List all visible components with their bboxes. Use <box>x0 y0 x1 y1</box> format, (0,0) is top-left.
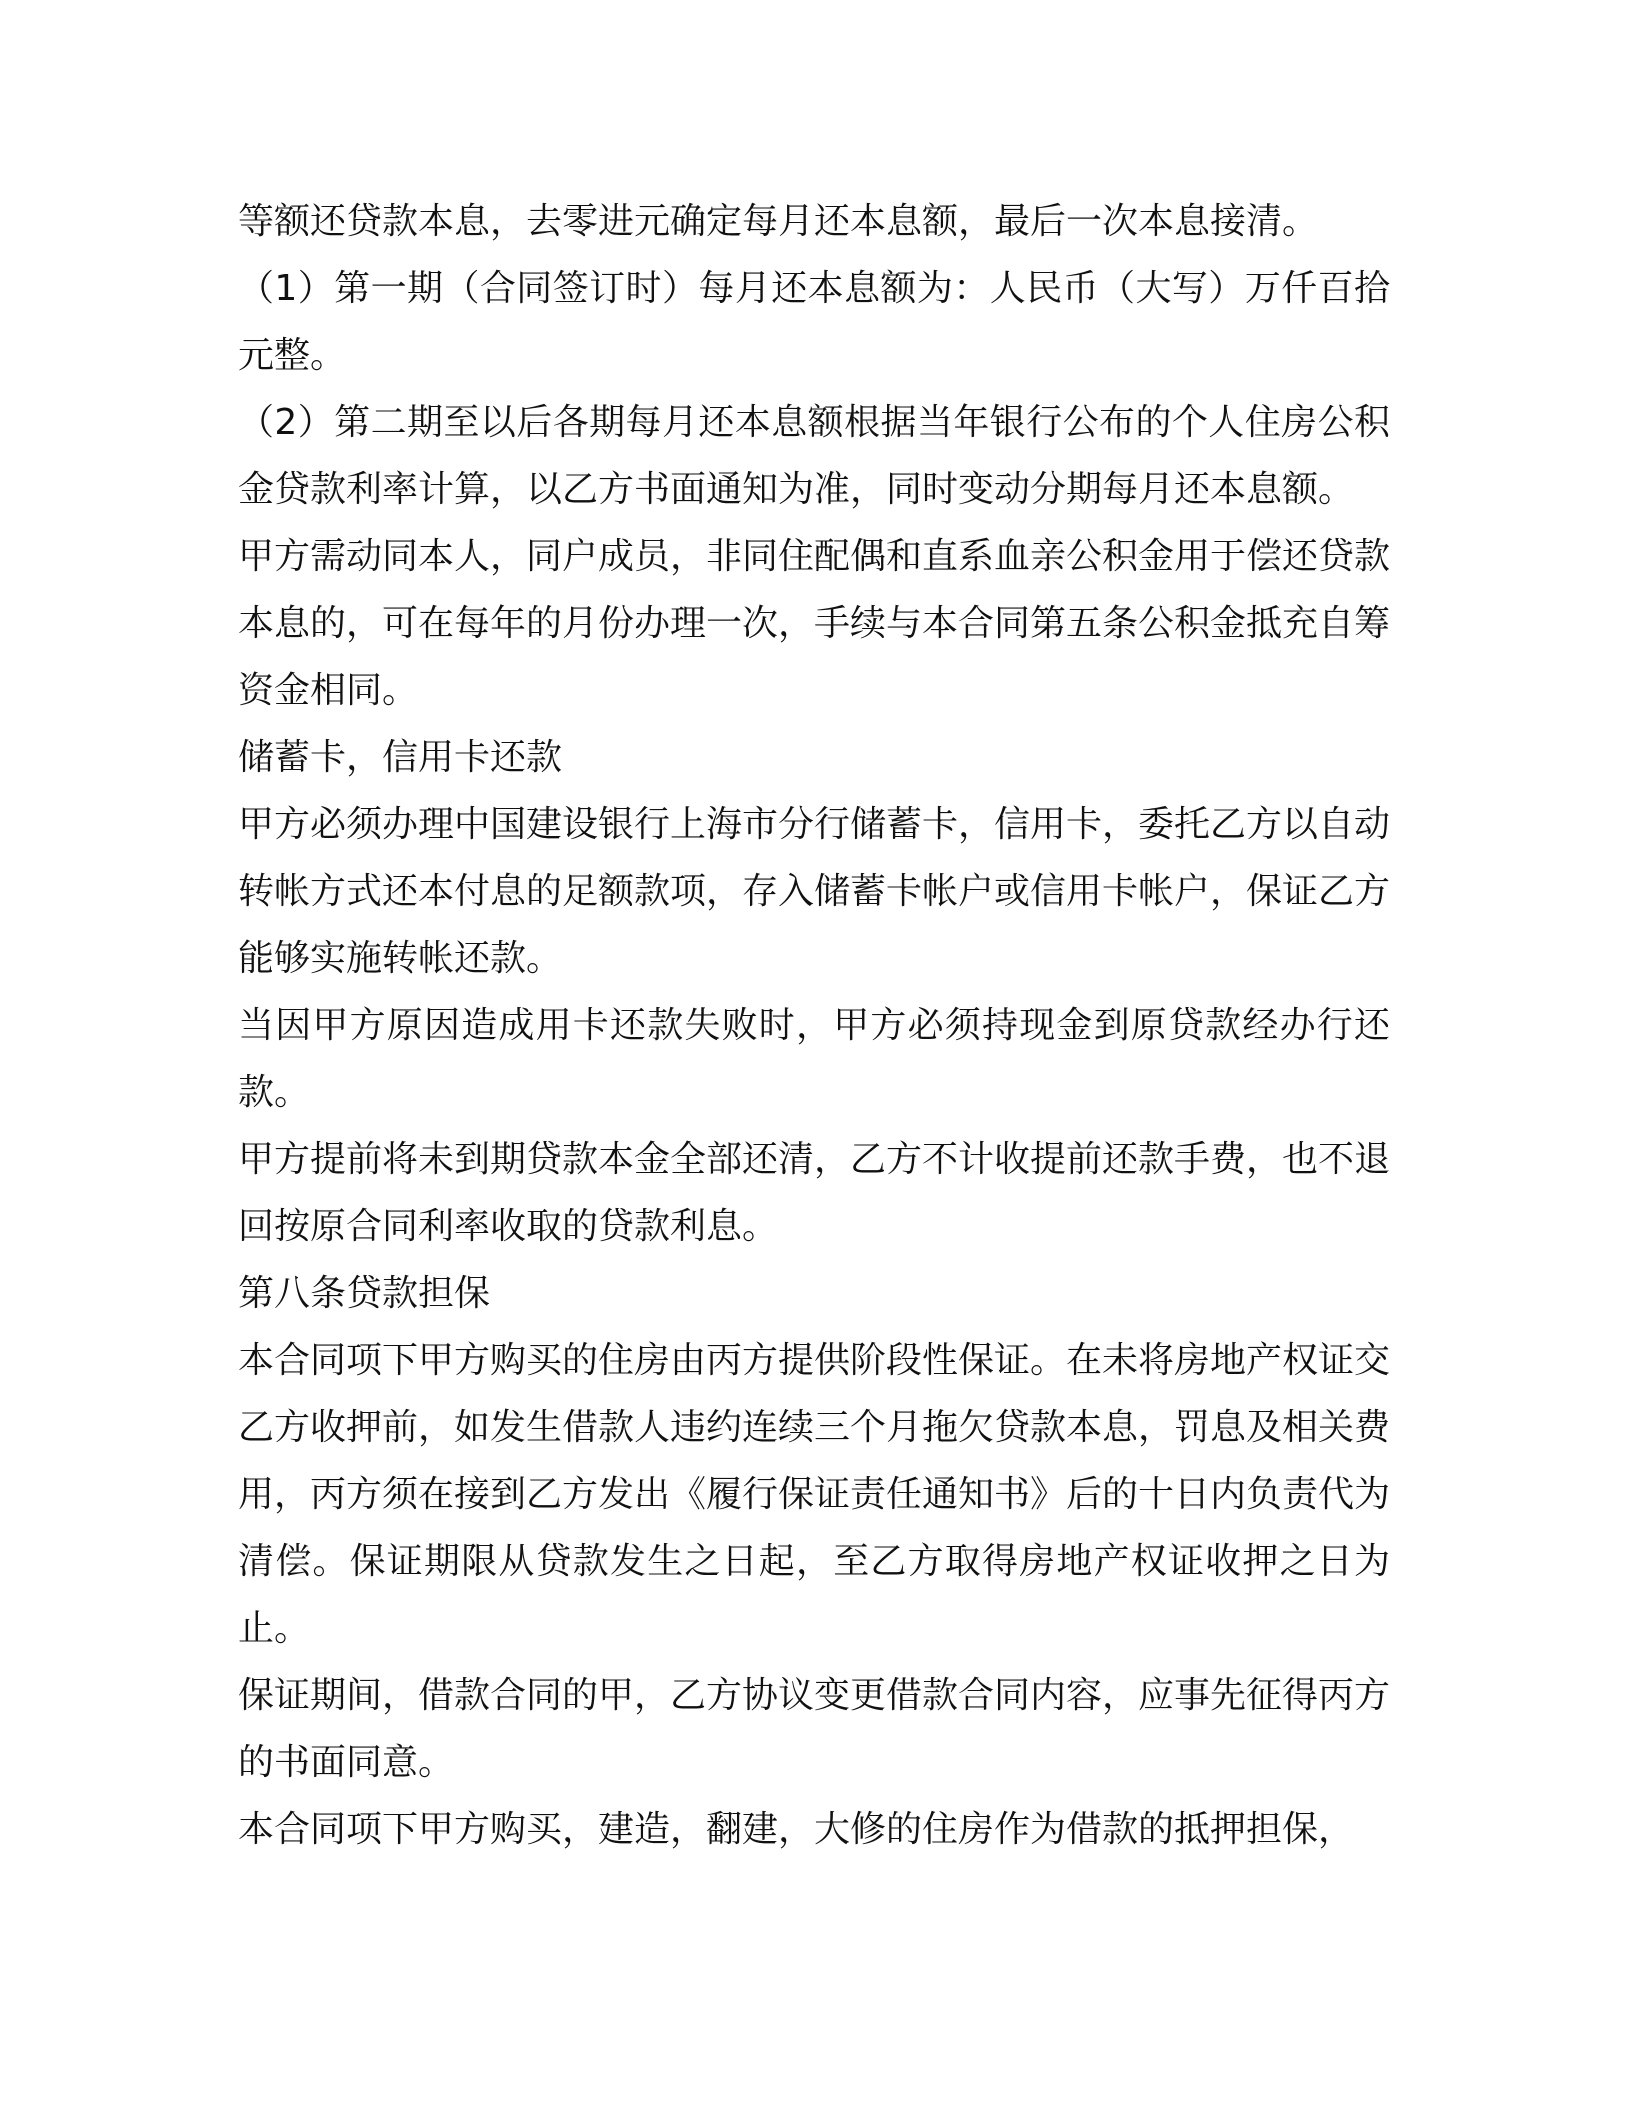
paragraph-second-period: （2）第二期至以后各期每月还本息额根据当年银行公布的个人住房公积金贷款利率计算，以乙方书面通知为准，同时变动分期每月还本息额。 <box>238 402 1390 510</box>
paragraph-card-requirement: 甲方必须办理中国建设银行上海市分行储蓄卡，信用卡，委托乙方以自动转帐方式还本付息的足额款项，存入储蓄卡帐户或信用卡帐户，保证乙方能够实施转帐还款。 <box>238 804 1391 979</box>
paragraph-guarantee: 本合同项下甲方购买的住房由丙方提供阶段性保证。在未将房地产权证交乙方收押前，如发生借款人违约连续三个月拖欠贷款本息，罚息及相关费用，丙方须在接到乙方发出《履行保证责任通知书》后的十日内负责代为清偿。保证期限从贷款发生之日起，至乙方取得房地产权证收押之日为止。 <box>238 1340 1391 1649</box>
paragraph-guarantee-period: 保证期间，借款合同的甲，乙方协议变更借款合同内容，应事先征得丙方的书面同意。 <box>238 1675 1391 1783</box>
section-heading-article-8: 第八条贷款担保 <box>238 1273 491 1314</box>
paragraph-first-period: （1）第一期（合同签订时）每月还本息额为：人民币（大写）万仟百拾元整。 <box>238 268 1390 376</box>
paragraph-card-heading: 储蓄卡，信用卡还款 <box>238 737 563 778</box>
paragraph-provident-fund: 甲方需动同本人，同户成员，非同住配偶和直系血亲公积金用于偿还贷款本息的，可在每年的月份办理一次，手续与本合同第五条公积金抵充自筹资金相同。 <box>238 536 1391 711</box>
paragraph-mortgage: 本合同项下甲方购买，建造，翻建，大修的住房作为借款的抵押担保， <box>238 1809 1355 1850</box>
paragraph-card-failure: 当因甲方原因造成用卡还款失败时，甲方必须持现金到原贷款经办行还款。 <box>238 1005 1390 1113</box>
paragraph-early-repayment: 甲方提前将未到期贷款本金全部还清，乙方不计收提前还款手费，也不退回按原合同利率收取的贷款利息。 <box>238 1139 1391 1247</box>
document-body <box>238 188 1390 1863</box>
paragraph-repayment-method: 等额还贷款本息，去零进元确定每月还本息额，最后一次本息接清。 <box>238 201 1319 242</box>
